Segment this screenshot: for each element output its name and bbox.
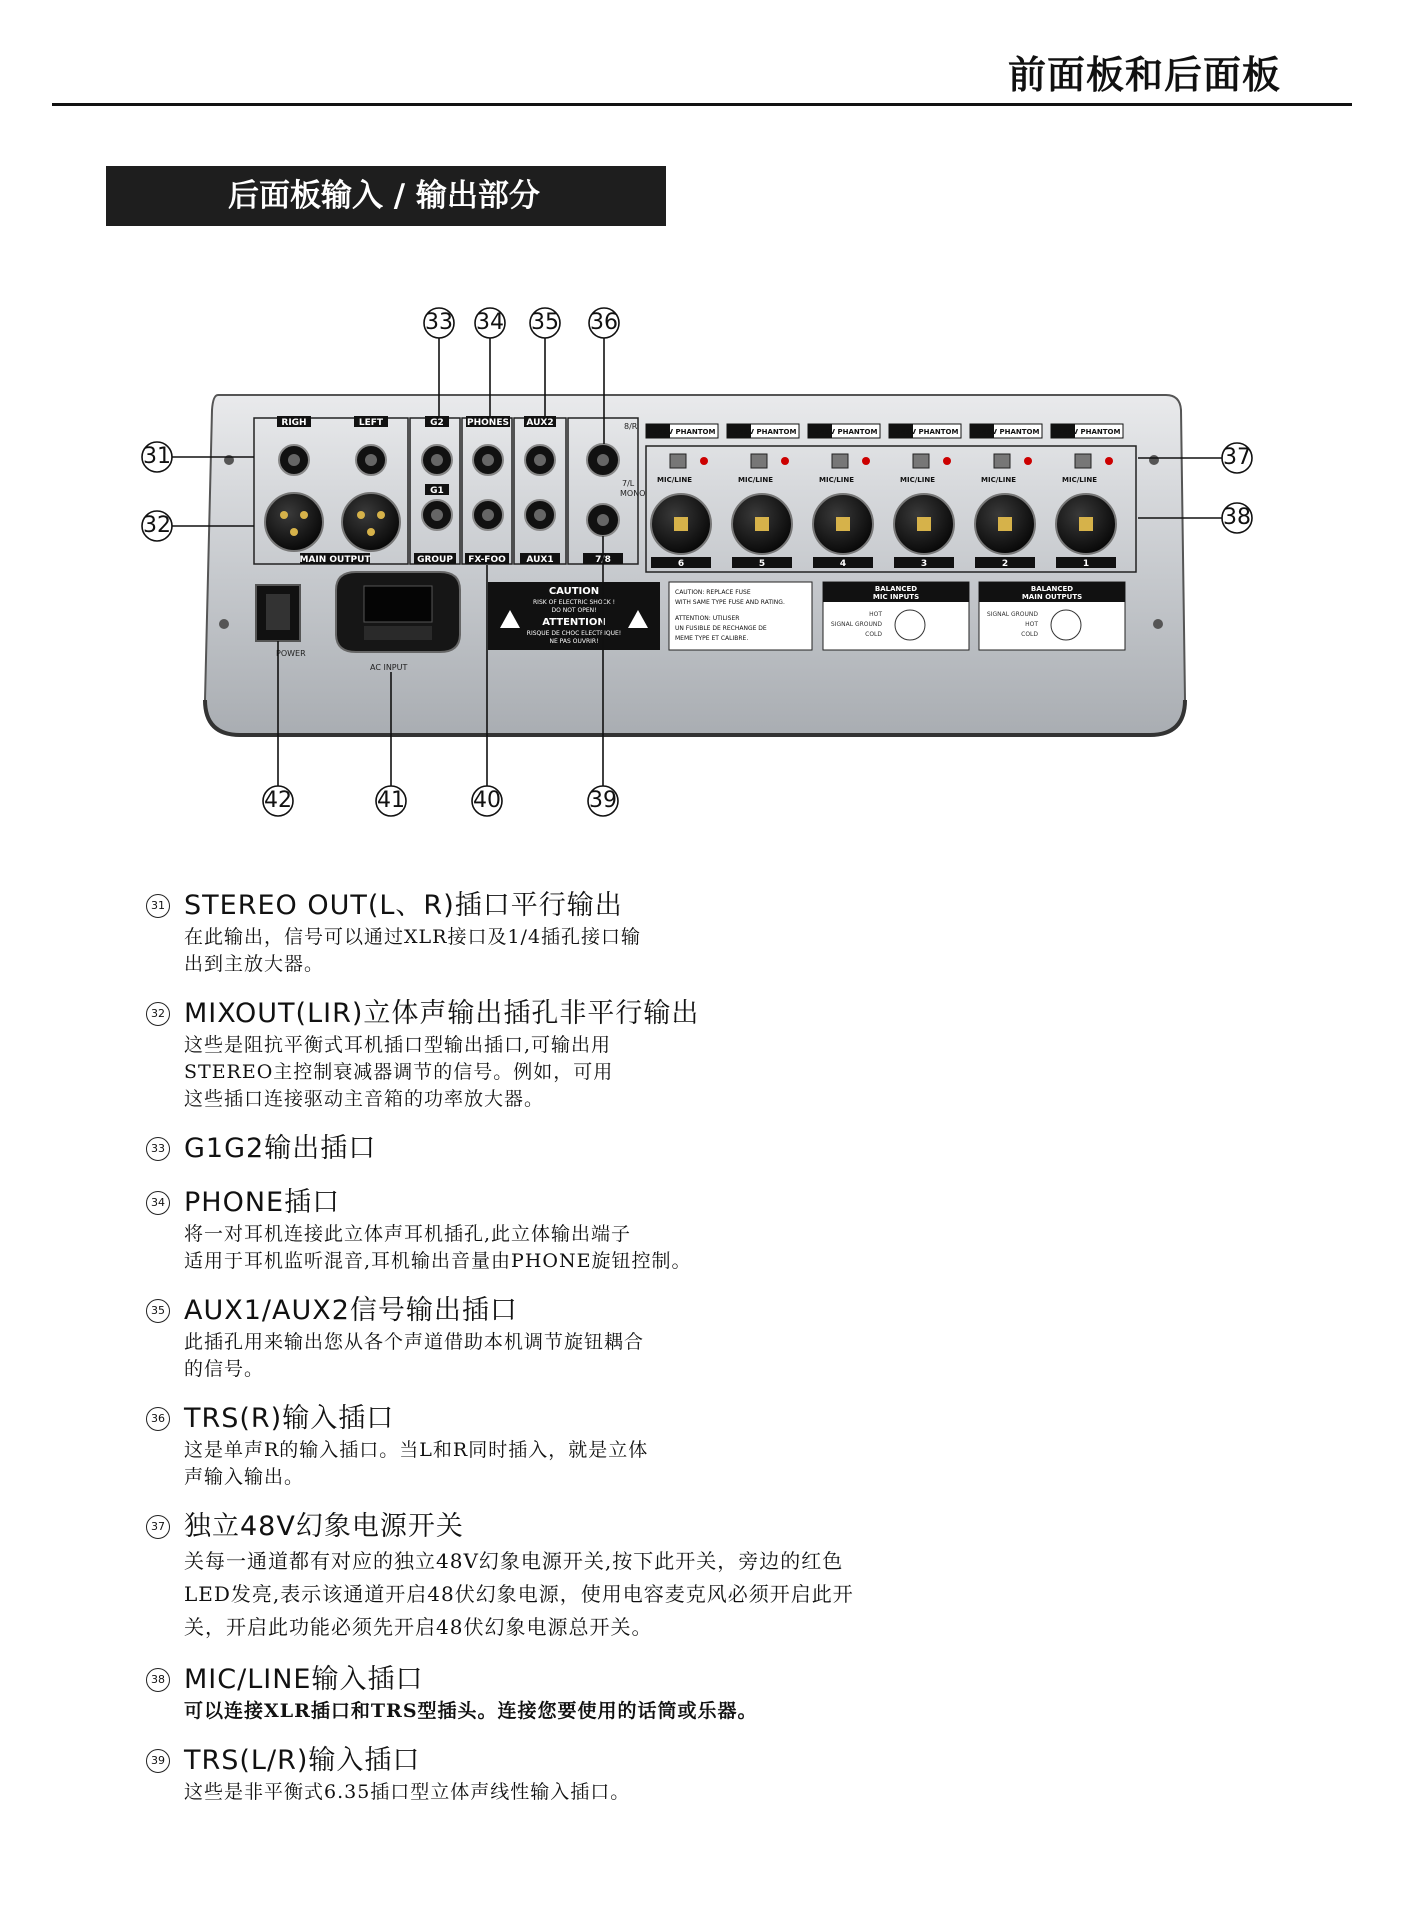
channel-num-3: 3 bbox=[920, 559, 928, 569]
list-item bbox=[146, 888, 1246, 978]
label-phones: PHONES bbox=[467, 418, 509, 428]
channel-num-1: 1 bbox=[1082, 559, 1090, 569]
caution-fuse-3: ATTENTION: UTILISER bbox=[675, 615, 740, 622]
callout-40: 40 bbox=[473, 788, 501, 813]
label-main-output: MAIN OUTPUT bbox=[299, 555, 371, 565]
phantom-label-1: +48V PHANTOM bbox=[652, 428, 716, 436]
section-banner: 后面板输入 / 输出部分 bbox=[106, 166, 666, 226]
item-description: 可以连接XLR插口和TRS型插头。连接您要使用的话筒或乐器。 bbox=[184, 1700, 758, 1722]
mic-line-label-4: MIC/LINE bbox=[819, 476, 854, 484]
list-item bbox=[146, 1662, 1246, 1725]
item-number: 37 bbox=[146, 1515, 170, 1539]
phantom-label-2: +48V PHANTOM bbox=[733, 428, 797, 436]
item-title: PHONE插口 bbox=[184, 1187, 341, 1218]
item-title: MIXOUT(LIR)立体声输出插孔非平行输出 bbox=[184, 998, 700, 1029]
callout-35: 35 bbox=[531, 310, 559, 335]
label-aux2: AUX2 bbox=[526, 418, 554, 428]
bal-main-hot: HOT bbox=[1025, 621, 1038, 628]
item-title: MIC/LINE输入插口 bbox=[184, 1664, 424, 1695]
label-righ: RIGH bbox=[281, 418, 307, 428]
item-description: 在此输出，信号可以通过XLR接口及1/4插孔接口输 出到主放大器。 bbox=[184, 926, 642, 975]
item-title: TRS(R)输入插口 bbox=[184, 1403, 395, 1434]
phantom-label-6: +48V PHANTOM bbox=[1057, 428, 1121, 436]
list-item bbox=[146, 1743, 1246, 1806]
item-title: TRS(L/R)输入插口 bbox=[184, 1745, 421, 1776]
callout-41: 41 bbox=[377, 788, 405, 813]
callout-42: 42 bbox=[264, 788, 292, 813]
item-number: 33 bbox=[146, 1137, 170, 1161]
callout-36: 36 bbox=[590, 310, 618, 335]
label-mono: MONO bbox=[620, 489, 646, 498]
item-title: 独立48V幻象电源开关 bbox=[184, 1511, 464, 1542]
label-aux1: AUX1 bbox=[526, 555, 554, 565]
item-description: 将一对耳机连接此立体声耳机插孔,此立体输出端子 适用于耳机监听混音,耳机输出音量由PHONE旋钮控制。 bbox=[184, 1223, 692, 1272]
label-power: POWER bbox=[276, 649, 306, 658]
caution-shock-title: CAUTION bbox=[548, 586, 600, 597]
bal-mic-ground: SIGNAL GROUND bbox=[830, 621, 882, 628]
bal-mic-cold: COLD bbox=[865, 631, 882, 638]
item-title: STEREO OUT(L、R)插口平行输出 bbox=[184, 890, 623, 921]
item-number: 36 bbox=[146, 1407, 170, 1431]
item-number: 31 bbox=[146, 894, 170, 918]
item-description: 这些是阻抗平衡式耳机插口型输出插口,可输出用 STEREO主控制衰减器调节的信号。例如，可用 这些插口连接驱动主音箱的功率放大器。 bbox=[184, 1034, 614, 1110]
item-number: 38 bbox=[146, 1668, 170, 1692]
item-number: 39 bbox=[146, 1749, 170, 1773]
page-title: 前面板和后面板 bbox=[1007, 53, 1281, 97]
label-group: GROUP bbox=[417, 555, 453, 565]
label-fx-foo: FX-FOO bbox=[468, 555, 506, 565]
caution-fuse-2: WITH SAME TYPE FUSE AND RATING. bbox=[675, 599, 785, 606]
label-7-8: 7/8 bbox=[595, 555, 611, 565]
caution-fuse-4: UN FUSIBLE DE RECHANGE DE bbox=[675, 625, 767, 632]
mic-line-label-6: MIC/LINE bbox=[657, 476, 692, 484]
list-item bbox=[146, 1293, 1246, 1383]
label-8r: 8/R bbox=[624, 422, 638, 431]
item-description: 关每一通道都有对应的独立48V幻象电源开关,按下此开关，旁边的红色 LED发亮,表示该通道开启48伏幻象电源，使用电容麦克风必须开启此开 关，开启此功能必须先开启48伏幻象电源总开关。 bbox=[184, 1549, 854, 1639]
caution-fuse-5: MEME TYPE ET CALIBRE. bbox=[675, 635, 749, 642]
list-item bbox=[146, 1185, 1246, 1275]
bal-main-title-1: BALANCED bbox=[1030, 585, 1074, 593]
callout-33: 33 bbox=[425, 310, 453, 335]
label-g1: G1 bbox=[430, 486, 444, 496]
phantom-label-5: +48V PHANTOM bbox=[976, 428, 1040, 436]
bal-main-cold: COLD bbox=[1021, 631, 1038, 638]
callout-38: 38 bbox=[1223, 505, 1251, 530]
label-left: LEFT bbox=[358, 418, 384, 428]
mic-line-label-3: MIC/LINE bbox=[900, 476, 935, 484]
caution-fuse-1: CAUTION: REPLACE FUSE bbox=[675, 589, 751, 596]
item-title: AUX1/AUX2信号输出插口 bbox=[184, 1295, 518, 1326]
caution-shock-risque: RISQUE DE CHOC ELECTRIQUE! bbox=[526, 630, 622, 637]
label-7l: 7/L bbox=[622, 479, 635, 488]
list-item bbox=[146, 1401, 1246, 1491]
channel-num-4: 4 bbox=[839, 559, 847, 569]
bal-mic-title-2: MIC INPUTS bbox=[872, 593, 920, 601]
phantom-label-4: +48V PHANTOM bbox=[895, 428, 959, 436]
mic-line-label-2: MIC/LINE bbox=[981, 476, 1016, 484]
mic-line-label-1: MIC/LINE bbox=[1062, 476, 1097, 484]
item-title: G1G2输出插口 bbox=[184, 1133, 377, 1164]
item-number: 32 bbox=[146, 1002, 170, 1026]
list-item bbox=[146, 996, 1246, 1113]
mic-line-label-5: MIC/LINE bbox=[738, 476, 773, 484]
caution-shock-risk: RISK OF ELECTRIC SHOCK ! bbox=[533, 599, 615, 606]
item-description: 此插孔用来输出您从各个声道借助本机调节旋钮耦合 的信号。 bbox=[184, 1331, 645, 1380]
list-item bbox=[146, 1509, 1246, 1644]
rear-panel-svg bbox=[0, 0, 1407, 860]
callout-34: 34 bbox=[476, 310, 504, 335]
label-ac-input: AC INPUT bbox=[370, 663, 408, 672]
caution-shock-attention: ATTENTION bbox=[542, 617, 606, 628]
bal-mic-hot: HOT bbox=[869, 611, 882, 618]
rear-panel-diagram bbox=[0, 0, 1407, 860]
bal-main-title-2: MAIN OUTPUTS bbox=[1021, 593, 1083, 601]
caution-shock-ouvrir: NE PAS OUVRIR! bbox=[549, 638, 599, 645]
callout-31: 31 bbox=[143, 444, 171, 469]
item-number: 34 bbox=[146, 1191, 170, 1215]
item-description: 这些是非平衡式6.35插口型立体声线性输入插口。 bbox=[184, 1781, 631, 1803]
label-g2: G2 bbox=[430, 418, 444, 428]
item-description: 这是单声R的输入插口。当L和R同时插入，就是立体 声输入输出。 bbox=[184, 1439, 649, 1488]
caution-shock-donotopen: DO NOT OPEN! bbox=[551, 607, 597, 614]
channel-num-6: 6 bbox=[677, 559, 685, 569]
channel-num-5: 5 bbox=[758, 559, 766, 569]
bal-mic-title-1: BALANCED bbox=[874, 585, 918, 593]
description-list bbox=[146, 888, 1246, 1824]
item-number: 35 bbox=[146, 1299, 170, 1323]
phantom-label-3: +48V PHANTOM bbox=[814, 428, 878, 436]
channel-num-2: 2 bbox=[1001, 559, 1009, 569]
callout-32: 32 bbox=[143, 513, 171, 538]
list-item bbox=[146, 1131, 1246, 1167]
callout-37: 37 bbox=[1223, 445, 1251, 470]
bal-main-ground: SIGNAL GROUND bbox=[986, 611, 1038, 618]
callout-39: 39 bbox=[589, 788, 617, 813]
